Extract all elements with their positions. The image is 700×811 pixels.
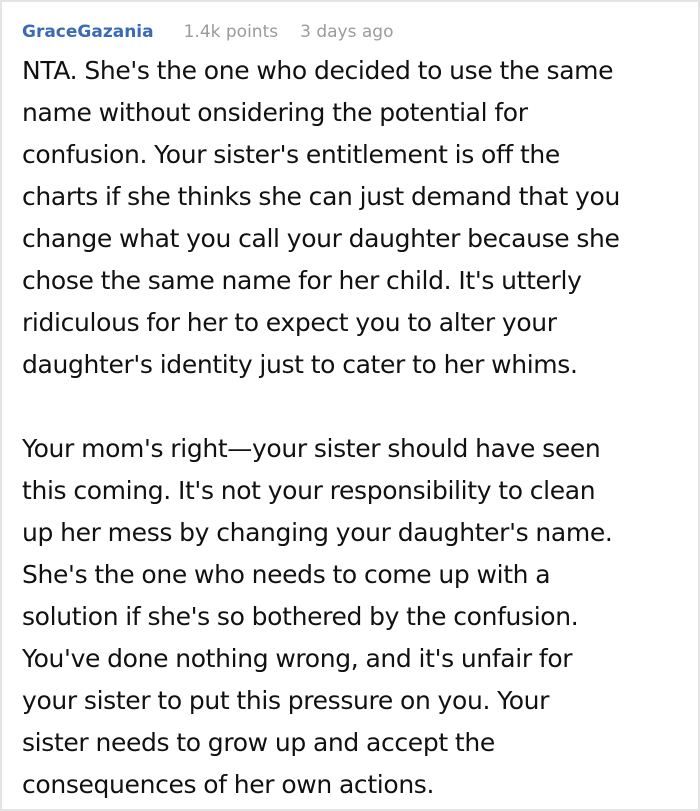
comment-line: daughter's identity just to cater to her whims. <box>22 350 578 379</box>
comment-line: your sister to put this pressure on you. Your <box>22 686 550 715</box>
comment-points: 1.4k points <box>183 22 279 42</box>
comment-line: NTA. She's the one who decided to use the same <box>22 56 614 85</box>
comment-line: this coming. It's not your responsibility to clean <box>22 476 596 505</box>
comment-line: confusion. Your sister's entitlement is off the <box>22 140 560 169</box>
comment-username-link[interactable]: GraceGazania <box>22 22 154 42</box>
paragraph-gap <box>22 386 678 428</box>
comment-line: change what you call your daughter because she <box>22 224 620 253</box>
comment-body <box>22 50 678 806</box>
comment-meta <box>22 16 678 48</box>
comment-line: name without onsidering the potential for <box>22 98 528 127</box>
comment-line: consequences of her own actions. <box>22 770 435 799</box>
comment-timestamp: 3 days ago <box>300 22 394 42</box>
comment-line: solution if she's so bothered by the confusion. <box>22 602 579 631</box>
comment-line: sister needs to grow up and accept the <box>22 728 495 757</box>
comment-line: You've done nothing wrong, and it's unfair for <box>22 644 573 673</box>
comment-line: Your mom's right—your sister should have seen <box>22 434 601 463</box>
comment-line: chose the same name for her child. It's utterly <box>22 266 582 295</box>
comment-line: ridiculous for her to expect you to alter your <box>22 308 557 337</box>
comment-line: charts if she thinks she can just demand that you <box>22 182 620 211</box>
comment-line: up her mess by changing your daughter's name. <box>22 518 613 547</box>
comment-line: She's the one who needs to come up with a <box>22 560 551 589</box>
comment-paragraph-1 <box>22 50 678 386</box>
comment-paragraph-2 <box>22 428 678 806</box>
